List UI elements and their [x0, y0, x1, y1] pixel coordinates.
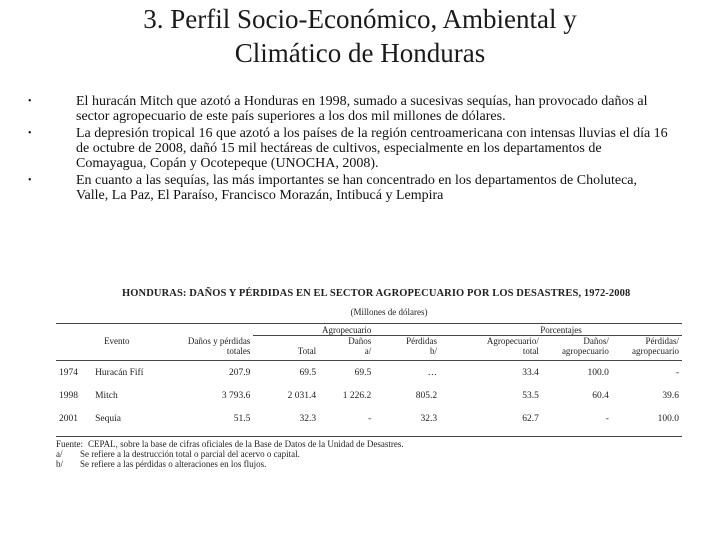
note-text: CEPAL, sobre la base de cifras oficiales de la Base de Datos de la Unidad de Desastres. [88, 439, 404, 449]
col-header-agro-total [440, 336, 542, 357]
cell-pct-agro: 53.5 [522, 390, 539, 401]
cell-pct-perdidas: 39.6 [662, 390, 679, 401]
bullet-list [28, 94, 668, 205]
slide-title-line-2: Climático de Honduras [234, 38, 486, 68]
cell-pct-danos: 60.4 [592, 390, 609, 401]
col-header-danos-agro [542, 336, 612, 357]
col-header-line: agropecuario [632, 346, 679, 356]
col-header-danos [319, 336, 374, 357]
bullet-item [28, 173, 668, 203]
note-text: Se refiere a la destrucción total o parcial del acervo o capital. [80, 449, 300, 459]
table-title: HONDURAS: DAÑOS Y PÉRDIDAS EN EL SECTOR AGROPECUARIO POR LOS DESASTRES, 1972-2008 [122, 288, 631, 299]
col-header-line: totales [226, 345, 251, 356]
col-header-line: a/ [364, 346, 372, 356]
table-notes [56, 439, 682, 469]
col-header-danos-perdidas [156, 336, 254, 357]
note-a [56, 449, 682, 459]
damage-table [56, 323, 682, 437]
bullet-marker: • [28, 96, 32, 107]
cell-year: 1974 [59, 367, 78, 378]
table-row [56, 384, 682, 407]
note-key: Fuente: [56, 439, 83, 449]
col-header-evento: Evento [104, 335, 130, 346]
cell-year: 2001 [59, 413, 78, 424]
cell-total-dp: 207.9 [228, 367, 251, 378]
bullet-item [28, 126, 668, 171]
cell-perdidas: 805.2 [415, 390, 438, 401]
col-header-line: Pérdidas [406, 336, 438, 346]
cell-event: Sequía [95, 413, 121, 424]
bullet-marker: • [28, 128, 32, 139]
cell-pct-danos: - [605, 413, 609, 424]
cell-total: 32.3 [299, 413, 317, 424]
group-header-porcentajes: Porcentajes [440, 324, 682, 336]
bullet-marker: • [28, 175, 32, 186]
note-key: b/ [56, 459, 64, 469]
col-header-line: total [522, 346, 539, 356]
cell-danos: 69.5 [354, 367, 372, 378]
bullet-text: La depresión tropical 16 que azotó a los países de la región centroamericana con intensas lluvias el día 16 de octubre de 2008, dañó 15 mil hectáreas de cultivos, especialmente en los departamentos de Comayagua, Copán y Ocotepeque (UNOCHA, 2008). [76, 126, 668, 171]
group-header-agropecuario: Agropecuario [253, 324, 440, 336]
col-header-line: b/ [430, 346, 438, 356]
col-header-line: Daños/ [583, 336, 609, 346]
col-header-perdidas-agro [612, 336, 682, 357]
slide-title [0, 2, 720, 70]
cell-total-dp: 3 793.6 [221, 390, 251, 401]
note-source [56, 439, 682, 449]
cell-pct-agro: 62.7 [522, 413, 539, 424]
note-key: a/ [56, 449, 63, 459]
cell-pct-danos: 100.0 [587, 367, 609, 378]
cell-event: Huracán Fifí [95, 367, 144, 378]
note-text: Se refiere a las pérdidas o alteraciones en los flujos. [80, 459, 267, 469]
cell-year: 1998 [59, 390, 78, 401]
cell-pct-agro: 33.4 [522, 367, 539, 378]
col-header-line: Agropecuario/ [486, 336, 539, 346]
cell-perdidas: … [427, 367, 438, 378]
cell-total: 2 031.4 [287, 390, 317, 401]
cell-pct-perdidas: 100.0 [657, 413, 679, 424]
cell-event: Mitch [95, 390, 118, 401]
table-row [56, 407, 682, 430]
cell-total: 69.5 [299, 367, 317, 378]
cell-total-dp: 51.5 [233, 413, 251, 424]
note-b [56, 459, 682, 469]
col-header-line: Pérdidas/ [645, 336, 679, 346]
bullet-text: El huracán Mitch que azotó a Honduras en 1998, sumado a sucesivas sequías, han provocado daños al sector agropecuario de este país superiores a los dos mil millones de dólares. [76, 94, 648, 124]
damage-table-figure [56, 283, 682, 469]
slide-title-line-1: 3. Perfil Socio-Económico, Ambiental y [143, 4, 577, 34]
bullet-text: En cuanto a las sequías, las más importantes se han concentrado en los departamentos de Choluteca, Valle, La Paz, El Paraíso, Francisco Morazán, Intibucá y Lempira [76, 173, 637, 203]
cell-danos: 1 226.2 [342, 390, 372, 401]
table-row [56, 361, 682, 385]
col-header-line: agropecuario [561, 346, 609, 356]
col-header-perdidas [374, 336, 440, 357]
cell-perdidas: 32.3 [420, 413, 438, 424]
col-header-total: Total [297, 346, 317, 356]
table-subtitle: (Millones de dólares) [350, 307, 428, 317]
cell-pct-perdidas: - [675, 367, 679, 378]
col-header-line: Daños y pérdidas [187, 335, 251, 346]
col-header-line: Daños [348, 336, 372, 346]
bullet-item [28, 94, 668, 124]
cell-danos: - [368, 413, 372, 424]
